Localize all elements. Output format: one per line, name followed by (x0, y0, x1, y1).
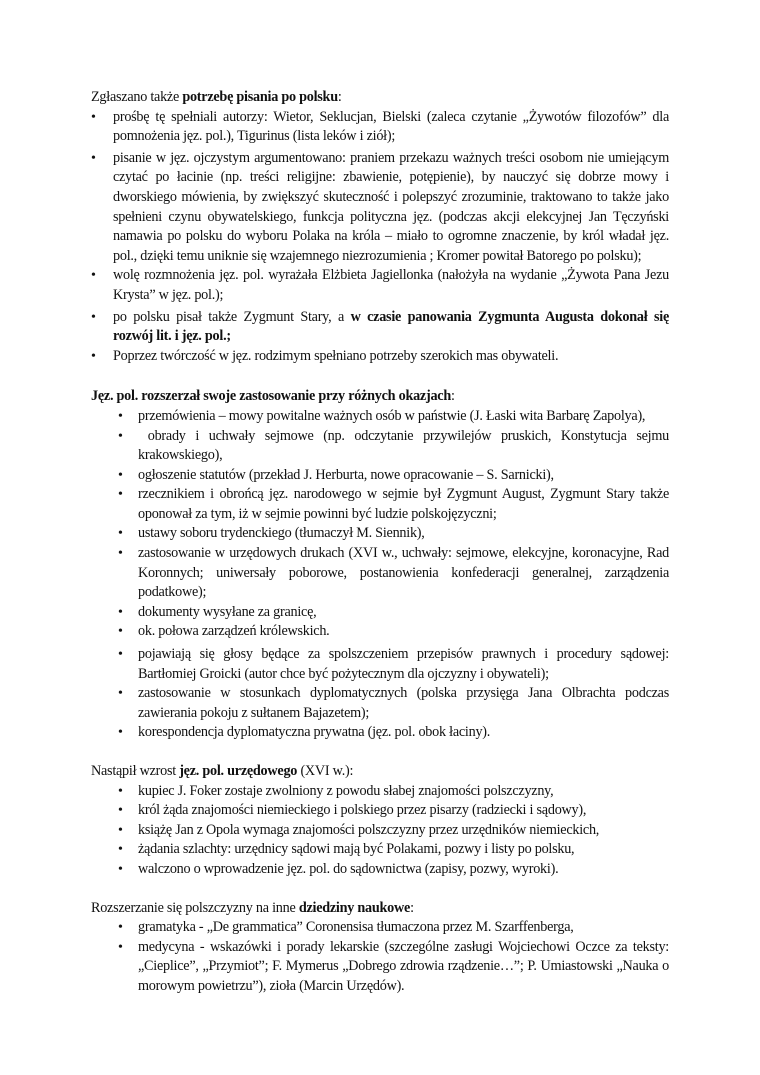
list-item: • zastosowanie w stosunkach dyplomatycznych (polska przysięga Jana Olbrachta podczas zawierania pokoju z sułtanem Bajazetem); (118, 685, 669, 721)
bullet-list-dziedziny (91, 918, 669, 996)
list-item: • król żąda znajomości niemieckiego i polskiego przez pisarzy (radziecki i sądowy), (91, 801, 669, 821)
bullet-icon: • (118, 822, 123, 838)
section-heading-urzedowy: Nastąpił wzrost jęz. pol. urzędowego (XVI w.): (91, 763, 354, 779)
list-item: • ogłoszenie statutów (przekład J. Herburta, nowe opracowanie – S. Sarnicki), (91, 466, 669, 486)
list-item: • kupiec J. Foker zostaje zwolniony z powodu słabej znajomości polszczyzny, (91, 782, 669, 802)
bullet-icon: • (118, 842, 123, 858)
list-item: • ok. połowa zarządzeń królewskich. (91, 622, 669, 642)
bullet-icon: • (118, 920, 123, 936)
bullet-icon: • (118, 861, 123, 877)
list-item: • prośbę tę spełniali autorzy: Wietor, Seklucjan, Bielski (zaleca czytanie „Żywotów filozofów” dla pomnożenia jęz. pol.), Tigurinus (lista leków i ziół); (91, 108, 669, 145)
list-item: • obrady i uchwały sejmowe (np. odczytanie przywilejów pruskich, Konstytucja sejmu krakowskiego), (118, 427, 673, 464)
document-page (91, 88, 673, 997)
bullet-icon: • (118, 526, 123, 542)
list-item: • żądania szlachty: urzędnicy sądowi mają być Polakami, pozwy i listy po polsku, (91, 840, 669, 860)
bullet-list-urzedowy (91, 782, 669, 880)
list-item: • książę Jan z Opola wymaga znajomości polszczyzny przez urzędników niemieckich, (91, 821, 669, 841)
bullet-icon: • (118, 428, 123, 444)
bullet-icon: • (118, 647, 123, 663)
list-item: • walczono o wprowadzenie jęz. pol. do sądownictwa (zapisy, pozwy, wyroki). (91, 860, 669, 880)
list-item: • pisanie w jęz. ojczystym argumentowano: praniem przekazu ważnych treści osobom nie umiejącym czytać po łacinie (np. treści religijne: zbawienie, potępienie), by nauczyć się dobrze mowy i dworskiego mówienia, by zwiększyć skuteczność i polepszyć zrozuminie, traktowano to także jako spełnieni czynu obywatelskiego, funkcja polityczna jęz. (podczas akcji elekcyjnej Jan Tęczyński namawia po polsku do wyboru Polaka na króla – miało to ogromne znaczenie, by król władał jęz. pol., dzięki temu uniknie się wzajemnego niezrozumienia ; Kromer powitał Batorego po polsku); (91, 149, 669, 264)
bullet-icon: • (118, 725, 123, 741)
list-item: • ustawy soboru trydenckiego (tłumaczył M. Siennik), (91, 524, 669, 544)
list-item: • zastosowanie w urzędowych drukach (XVI w., uchwały: sejmowe, elekcyjne, koronacyjne, Rad Koronnych; uniwersały poborowe, postanowienia konfederacji generalnej, zarządzenia podatkowe); (118, 545, 669, 601)
bullet-icon: • (91, 109, 96, 125)
bullet-icon: • (118, 686, 123, 702)
bullet-icon: • (91, 348, 96, 364)
bullet-icon: • (91, 309, 96, 325)
bullet-icon: • (118, 487, 123, 503)
bullet-icon: • (118, 408, 123, 424)
bullet-icon: • (118, 624, 123, 640)
list-item: • przemówienia – mowy powitalne ważnych osób w państwie (J. Łaski wita Barbarę Zapolya), (91, 407, 669, 427)
bullet-icon: • (91, 268, 96, 284)
list-item: • pojawiają się głosy będące za spolszczeniem przepisów prawnych i procedury sądowej: Bartłomiej Groicki (autor chce być pożytecznym dla ojczyzny i obywateli); (118, 646, 669, 682)
section-heading-zastosowanie: Jęz. pol. rozszerzał swoje zastosowanie przy różnych okazjach: (91, 388, 455, 405)
list-item: • korespondencja dyplomatyczna prywatna (jęz. pol. obok łaciny). (91, 723, 669, 743)
bullet-icon: • (118, 939, 123, 955)
bullet-icon: • (118, 546, 123, 562)
section-heading-dziedziny-naukowe: Rozszerzanie się polszczyzny na inne dziedziny naukowe: (91, 899, 414, 916)
section-heading-pisanie-po-polsku: Zgłaszano także potrzebę pisania po polsku: (91, 89, 342, 105)
bullet-icon: • (118, 467, 123, 483)
bullet-list-zastosowanie (91, 407, 673, 743)
bullet-list-pisanie (91, 108, 669, 367)
list-item: • wolę rozmnożenia jęz. pol. wyrażała Elżbieta Jagiellonka (nałożyła na wydanie „Żywota Pana Jezu Krysta” w jęz. pol.); (91, 267, 669, 303)
list-item: • dokumenty wysyłane za granicę, (91, 603, 669, 623)
list-item: • rzecznikiem i obrońcą jęz. narodowego w sejmie był Zygmunt August, Zygmunt Stary także oponował za tym, iż w sejmie powinni być ludzie polskojęzyczni; (118, 486, 669, 522)
bullet-icon: • (118, 803, 123, 819)
list-item: • medycyna - wskazówki i porady lekarskie (szczególne zasługi Wojciechowi Oczce za teksty: „Cieplice”, „Przymiot”; F. Mymerus „Dobrego zdrowia rządzenie…”; P. Umiastowski „Nauka o morowym powietrzu”), zioła (Marcin Urzędów). (118, 938, 669, 994)
list-item: • gramatyka - „De grammatica” Coronensisa tłumaczona przez M. Szarffenberga, (91, 918, 669, 938)
bullet-icon: • (118, 783, 123, 799)
bullet-icon: • (118, 604, 123, 620)
bullet-icon: • (91, 150, 96, 166)
list-item: • Poprzez twórczość w jęz. rodzimym spełniano potrzeby szerokich mas obywateli. (91, 347, 669, 367)
list-item: • po polsku pisał także Zygmunt Stary, a w czasie panowania Zygmunta Augusta dokonał się rozwój lit. i jęz. pol.; (91, 308, 669, 345)
